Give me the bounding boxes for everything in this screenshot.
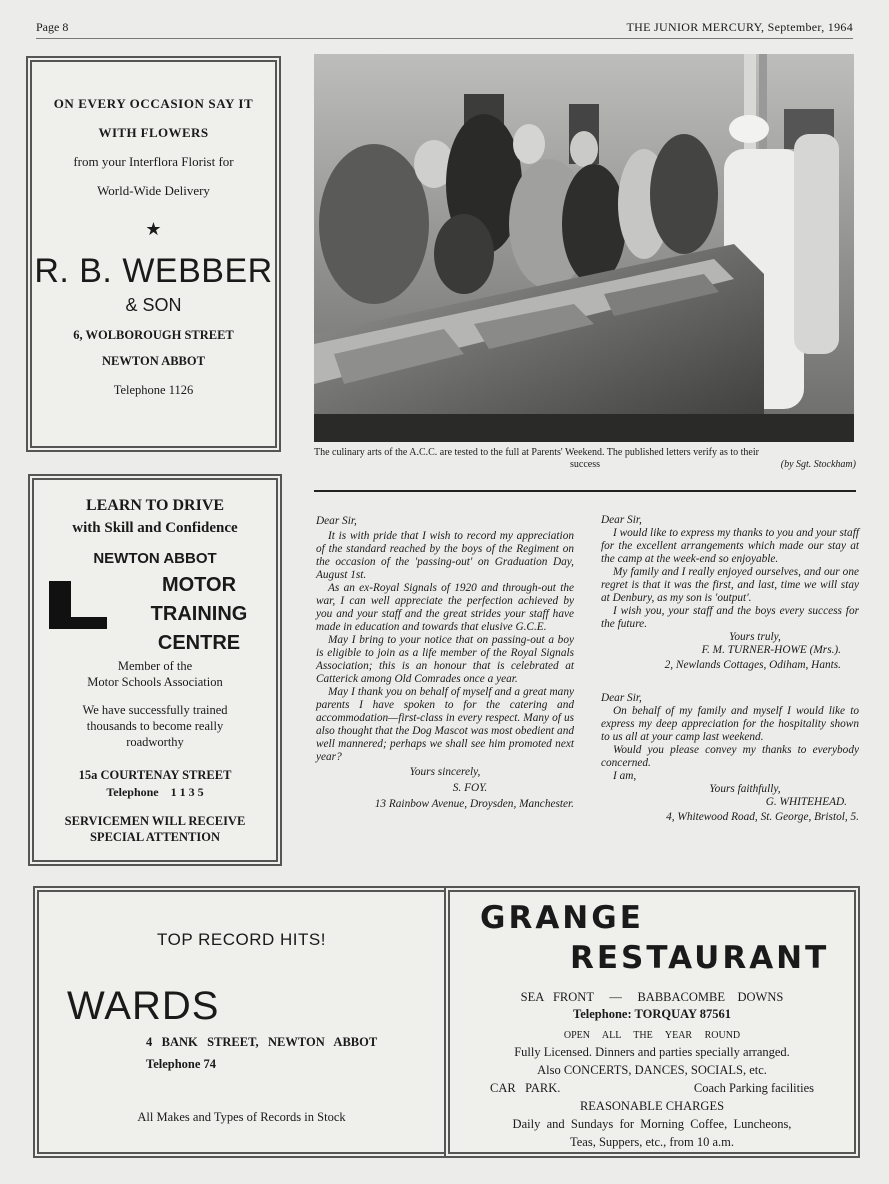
grange-daily: Daily and Sundays for Morning Coffee, Luncheons, — [512, 1117, 792, 1131]
driving-town: NEWTON ABBOT — [93, 550, 217, 567]
letter3-address: 4, Whitewood Road, St. George, Bristol, 5. — [666, 811, 859, 823]
letter1-paragraph: As an ex-Royal Signals of 1920 and through-out the war, I can well appreciate the perfection achieved by you and your staff and the great strides your staff have made in education and towards that elusive G.C.E. — [316, 582, 574, 633]
grange-charges: REASONABLE CHARGES — [579, 1099, 725, 1113]
webber-name: R. B. WEBBER — [34, 252, 273, 290]
webber-line1: ON EVERY OCCASION SAY IT — [53, 96, 254, 111]
webber-town: NEWTON ABBOT — [102, 354, 205, 368]
grange-name1: GRANGE — [480, 900, 644, 936]
driving-line1: LEARN TO DRIVE — [85, 497, 225, 514]
letter-turner-howe — [601, 514, 859, 824]
letter2-paragraph: I wish you, your staff and the boys every success for the future. — [601, 605, 859, 630]
publication-title: THE JUNIOR MERCURY, September, 1964 — [626, 20, 853, 34]
letter2-name: F. M. TURNER-HOWE (Mrs.). — [701, 644, 841, 656]
letter1-name: S. FOY. — [452, 782, 488, 794]
driving-motor: MOTOR — [161, 574, 237, 596]
grange-licensed: Fully Licensed. Dinners and parties specially arranged. — [514, 1045, 790, 1059]
photo-credit: (by Sgt. Stockham) — [780, 459, 856, 470]
section-divider — [314, 490, 856, 492]
letter2-closing: Yours truly, — [729, 631, 781, 643]
grange-restaurant-ad — [444, 886, 860, 1158]
wards-top: TOP RECORD HITS! — [157, 930, 326, 949]
driving-service2: SPECIAL ATTENTION — [89, 830, 221, 844]
caption-text: The culinary arts of the A.C.C. are tested to the full at Parents' Weekend. The published letters verify as to their — [314, 447, 759, 458]
letter3-paragraph: On behalf of my family and myself I would like to express my deep appreciation for the hospitality shown to us all at your camp last weekend. — [601, 705, 859, 743]
photo-caption — [314, 447, 856, 471]
webber-line3: from your Interflora Florist for — [73, 154, 234, 169]
letter3-salute: Dear Sir, — [601, 692, 642, 704]
driving-centre: CENTRE — [157, 632, 241, 654]
letter3-iam: I am, — [613, 770, 637, 782]
grange-concerts: Also CONCERTS, DANCES, SOCIALS, etc. — [537, 1063, 767, 1077]
webber-line4: World-Wide Delivery — [97, 183, 210, 198]
driving-member2: Motor Schools Association — [87, 675, 223, 689]
grange-phone: Telephone: TORQUAY 87561 — [573, 1007, 731, 1021]
letter2-paragraph: My family and I really enjoyed ourselves, and our one regret is that it was the first, and last, time we will stay at Denbury, as my son is 'output'. — [601, 566, 859, 604]
webber-son: & SON — [125, 295, 182, 315]
driving-line2: with Skill and Confidence — [72, 520, 238, 536]
letter3-closing: Yours faithfully, — [709, 783, 781, 795]
star-icon: ★ — [145, 219, 162, 239]
grange-open: OPEN ALL THE YEAR ROUND — [563, 1030, 741, 1041]
webber-line2: WITH FLOWERS — [98, 125, 209, 140]
page-number: Page 8 — [36, 20, 69, 34]
letter1-salute: Dear Sir, — [316, 515, 357, 527]
driving-phone: Telephone 1 1 3 5 — [106, 785, 204, 799]
letter-foy — [316, 515, 574, 811]
letter1-paragraph: May I bring to your notice that on passing-out a boy is eligible to join as a life member of the Royal Signals Association; this is an honour that is celebrated at Catterick among Old Comrades once a year. — [316, 634, 574, 685]
webber-street: 6, WOLBOROUGH STREET — [73, 328, 234, 342]
wards-records-ad — [33, 886, 444, 1158]
driving-training: TRAINING — [150, 603, 248, 625]
canteen-photo-image — [314, 54, 854, 442]
driving-trained1: We have successfully trained — [82, 703, 228, 717]
page-header — [36, 20, 853, 39]
l-plate-icon — [49, 581, 107, 629]
letter1-paragraph: It is with pride that I wish to record my appreciation of the standard reached by the boys of the Regiment on the occasion of the 'passing-out' on Graduation Day, August 1st. — [316, 530, 574, 581]
letter1-address: 13 Rainbow Avenue, Droysden, Manchester. — [374, 798, 574, 810]
letter3-paragraph: Would you please convey my thanks to everybody concerned. — [601, 744, 859, 769]
letter2-address: 2, Newlands Cottages, Odiham, Hants. — [664, 659, 841, 671]
wards-phone: Telephone 74 — [146, 1057, 217, 1071]
driving-member1: Member of the — [117, 659, 193, 673]
grange-name2: RESTAURANT — [570, 940, 830, 976]
driving-street: 15a COURTENAY STREET — [78, 768, 232, 782]
driving-service1: SERVICEMEN WILL RECEIVE — [64, 814, 246, 828]
wards-bottom: All Makes and Types of Records in Stock — [137, 1110, 346, 1124]
wards-name: WARDS — [67, 984, 220, 1028]
grange-location: SEA FRONT — BABBACOMBE DOWNS — [520, 990, 784, 1004]
driving-school-ad — [28, 474, 282, 866]
driving-trained2: thousands to become really — [86, 719, 224, 733]
grange-teas: Teas, Suppers, etc., from 10 a.m. — [569, 1135, 734, 1149]
grange-carpark: CAR PARK. — [490, 1081, 561, 1095]
wards-street: 4 BANK STREET, NEWTON ABBOT — [146, 1035, 378, 1049]
driving-trained3: roadworthy — [126, 735, 184, 749]
caption-text-cont: success — [570, 459, 600, 470]
letter1-closing: Yours sincerely, — [409, 766, 481, 778]
letter2-paragraph: I would like to express my thanks to you and your staff for the excellent arrangements which made our stay at the camp at the week-end so enjoyable. — [601, 527, 859, 565]
webber-phone: Telephone 1126 — [113, 383, 194, 397]
letter1-paragraph: May I thank you on behalf of myself and a great many parents I have spoken to for the catering and accommodation—first-class in every respect. Many of us also thought that the Dog Mascot was most obedient and well mannered; perhaps we shall see him promoted next year? — [316, 686, 574, 763]
letter2-salute: Dear Sir, — [601, 514, 642, 526]
grange-coach: Coach Parking facilities — [693, 1081, 814, 1095]
canteen-photo — [314, 54, 854, 442]
letter3-name: G. WHITEHEAD. — [765, 796, 847, 808]
webber-florist-ad — [26, 56, 281, 452]
